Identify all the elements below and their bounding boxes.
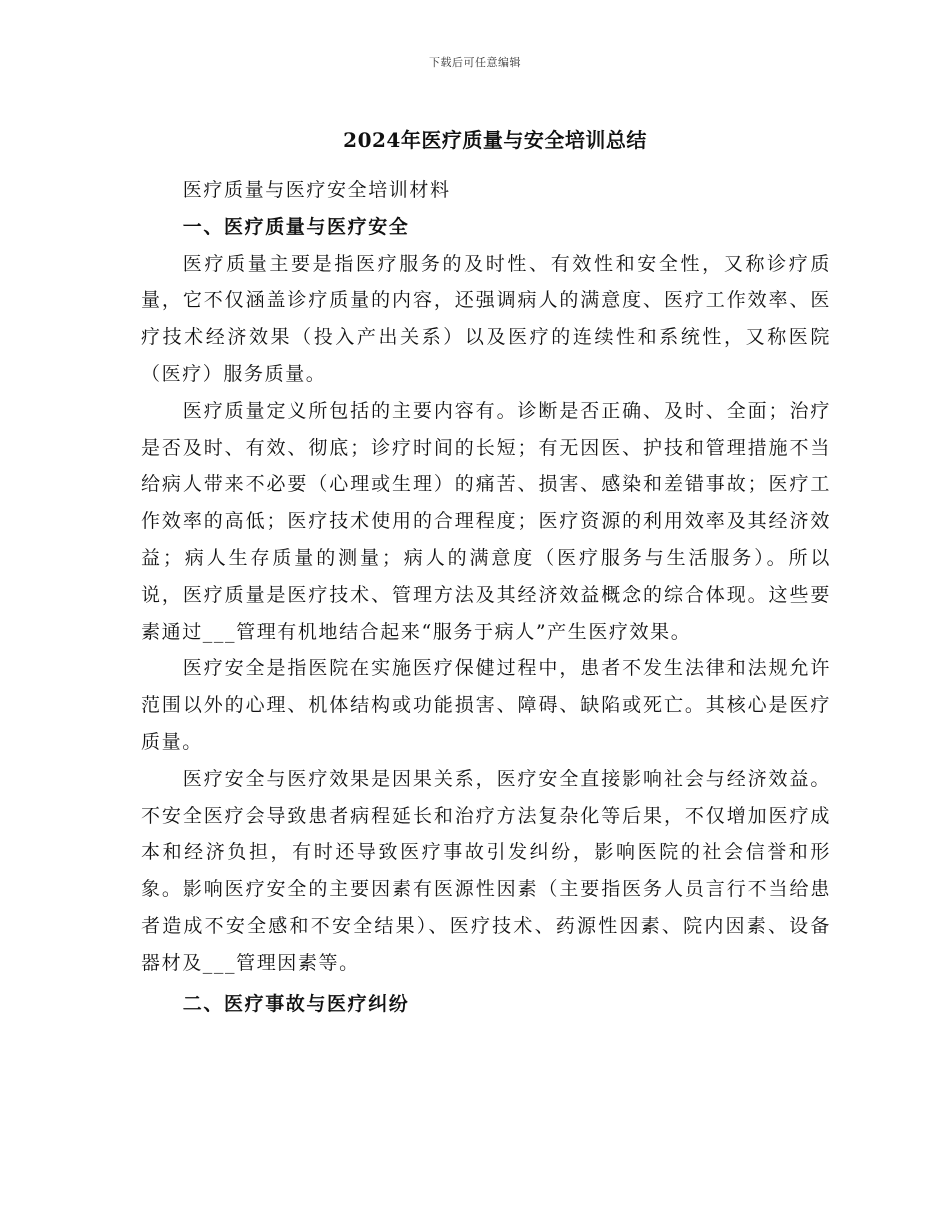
header-note: 下载后可任意编辑 <box>429 56 521 69</box>
document-title: 2024年医疗质量与安全培训总结 <box>343 128 647 152</box>
paragraph-3: 医疗安全是指医院在实施医疗保健过程中，患者不发生法律和法规允许范围以外的心理、机体结构或功能损害、障碍、缺陷或死亡。其核心是医疗质量。 <box>141 657 831 753</box>
paragraph-4: 医疗安全与医疗效果是因果关系，医疗安全直接影响社会与经济效益。不安全医疗会导致患者病程延长和治疗方法复杂化等后果，不仅增加医疗成本和经济负担，有时还导致医疗事故引发纠纷，影响医院的社会信誉和形象。影响医疗安全的主要因素有医源性因素（主要指医务人员言行不当给患者造成不安全感和不安全结果）、医疗技术、药源性因素、院内因素、设备器材及___管理因素等。 <box>141 767 831 974</box>
document-body <box>141 172 831 1022</box>
section-heading-1: 一、医疗质量与医疗安全 <box>182 215 410 238</box>
section-heading-2: 二、医疗事故与医疗纠纷 <box>182 992 410 1015</box>
paragraph-2: 医疗质量定义所包括的主要内容有。诊断是否正确、及时、全面；治疗是否及时、有效、彻底；诊疗时间的长短；有无因医、护技和管理措施不当给病人带来不必要（心理或生理）的痛苦、损害、感染和差错事故；医疗工作效率的高低；医疗技术使用的合理程度；医疗资源的利用效率及其经济效益；病人生存质量的测量；病人的满意度（医疗服务与生活服务）。所以说，医疗质量是医疗技术、管理方法及其经济效益概念的综合体现。这些要素通过___管理有机地结合起来“服务于病人”产生医疗效果。 <box>141 399 831 643</box>
document-subtitle: 医疗质量与医疗安全培训材料 <box>182 179 451 201</box>
paragraph-1: 医疗质量主要是指医疗服务的及时性、有效性和安全性，又称诊疗质量，它不仅涵盖诊疗质量的内容，还强调病人的满意度、医疗工作效率、医疗技术经济效果（投入产出关系）以及医疗的连续性和系统性，又称医院（医疗）服务质量。 <box>141 252 831 385</box>
